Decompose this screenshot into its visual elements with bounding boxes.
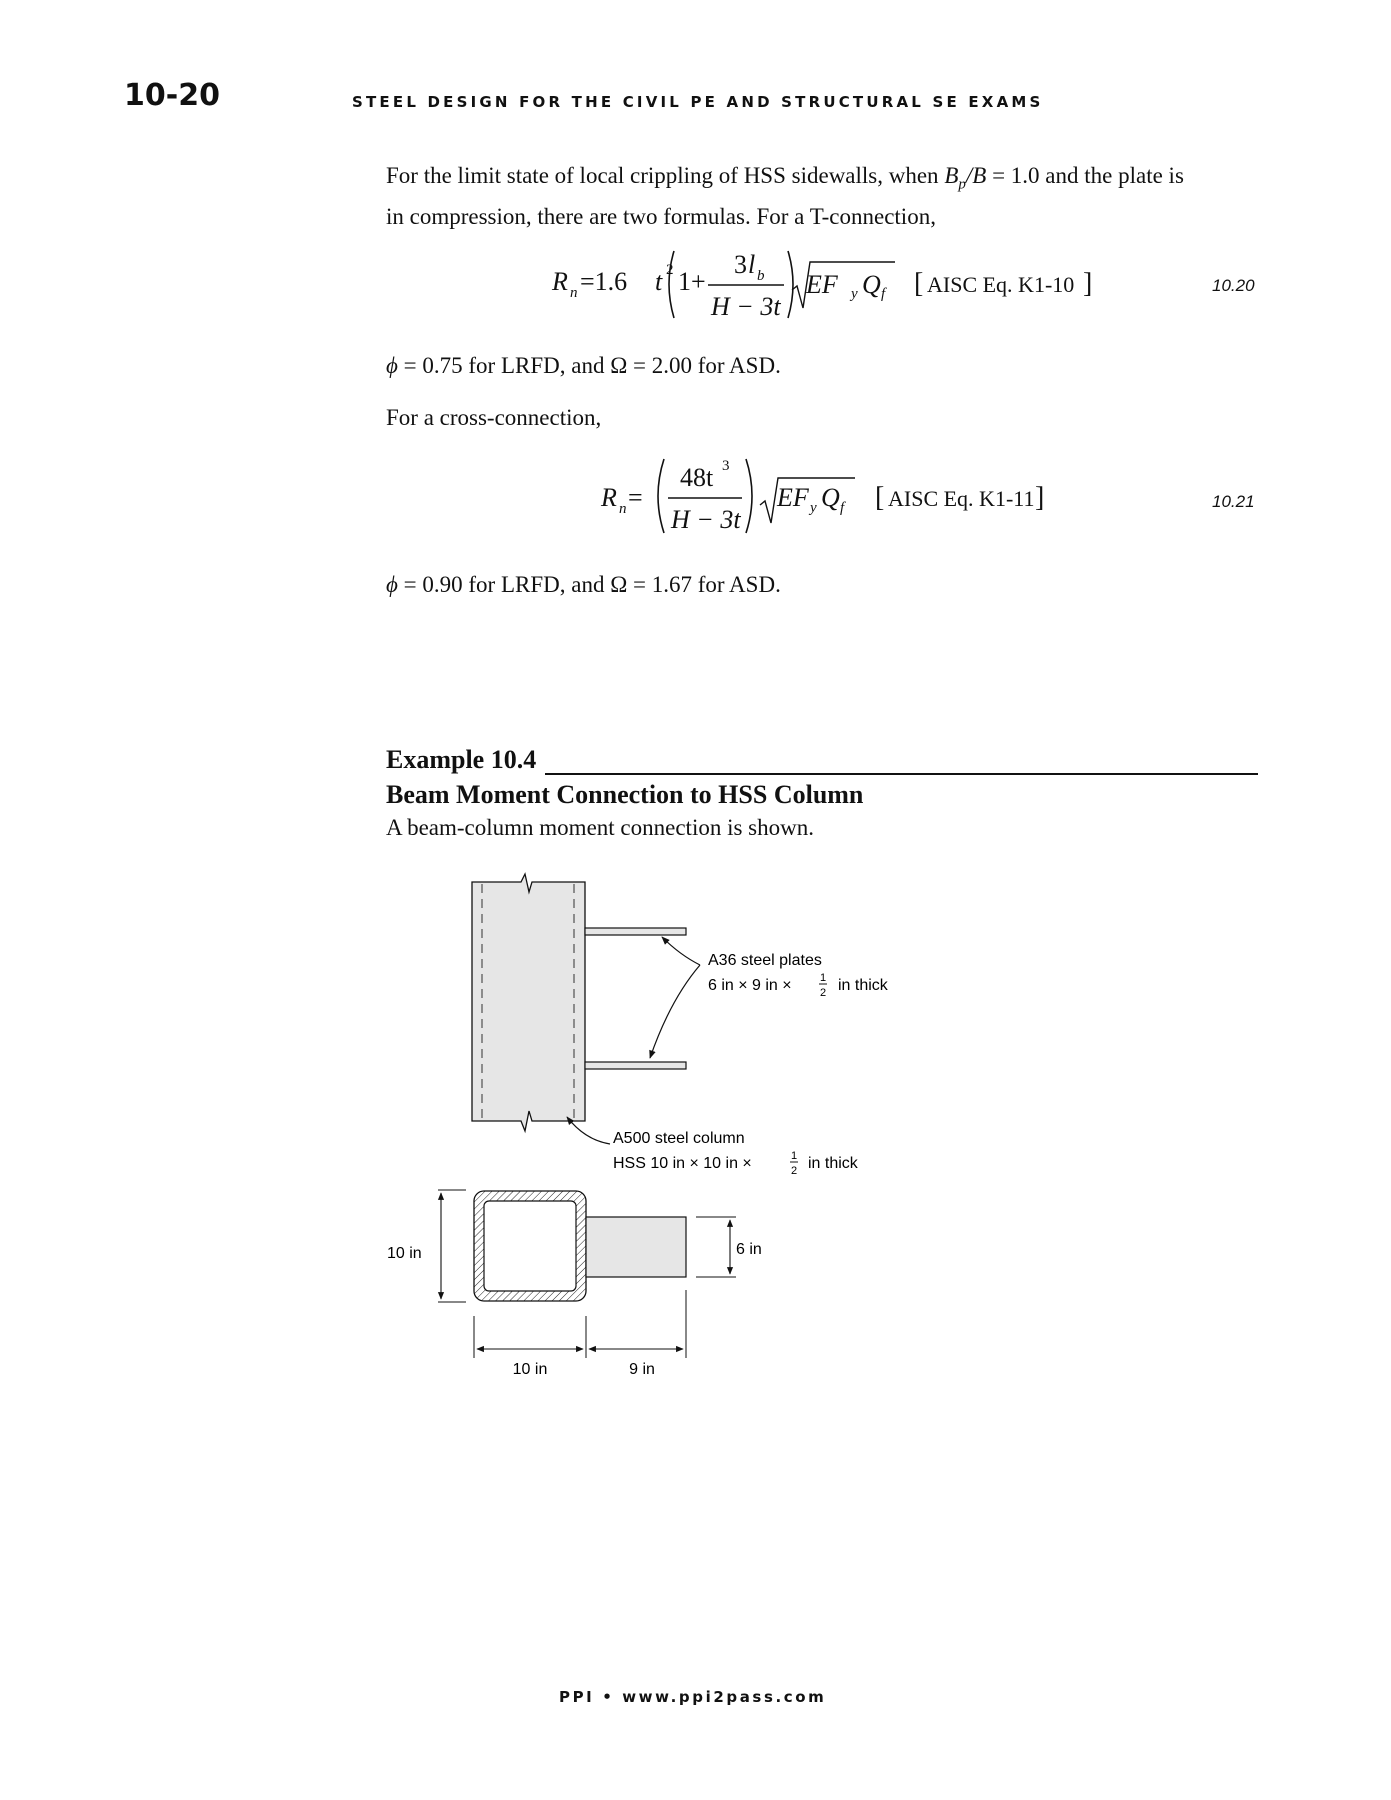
intro-line-2: in compression, there are two formulas. For a T-connection, — [386, 203, 936, 229]
column-half-num: 1 — [790, 1150, 798, 1162]
page-number: 10-20 — [124, 78, 220, 113]
equation-number-10-20: 10.20 — [1212, 276, 1255, 295]
eq2-root-sub: y — [810, 500, 817, 516]
intro-line-1-end: = 1.0 and the plate is — [986, 163, 1184, 188]
dim-plate-length-label: 9 in — [629, 1361, 655, 1378]
intro-line-1-start: For the limit state of local crippling of HSS sidewalls, when — [386, 163, 945, 188]
factors-1-text: = 0.75 for LRFD, and Ω = 2.00 for ASD. — [397, 353, 781, 378]
example-subtitle: Beam Moment Connection to HSS Column — [386, 780, 864, 809]
column-elevation — [472, 874, 585, 1131]
running-title: STEEL DESIGN FOR THE CIVIL PE AND STRUCTURAL SE EXAMS — [352, 93, 1044, 111]
eq2-eq: = — [628, 483, 643, 512]
eq1-num-l: l — [748, 250, 756, 279]
eq1-t: t — [655, 267, 663, 296]
eq1-ref: AISC Eq. K1-10 — [927, 272, 1075, 297]
phi-symbol: ϕ — [386, 353, 398, 378]
plates-half-den: 2 — [819, 987, 827, 999]
phi-symbol-2: ϕ — [386, 572, 398, 597]
eq2-lhs: R — [601, 483, 617, 512]
eq1-q-sub: f — [881, 286, 886, 302]
eq2-q: Q — [821, 483, 840, 512]
eq2-root: EF — [777, 483, 809, 512]
plates-half-num: 1 — [819, 972, 827, 984]
eq2-paren-left — [658, 459, 664, 533]
eq2-num: 48t — [680, 463, 714, 492]
plates-leader-top — [662, 937, 700, 965]
eq2-q-sub: f — [840, 500, 845, 516]
factors-2-text: = 0.90 for LRFD, and Ω = 1.67 for ASD. — [397, 572, 781, 597]
eq1-root: EF — [806, 270, 838, 299]
column-half-den: 2 — [790, 1165, 798, 1177]
eq2-ref-open: [ — [875, 482, 885, 513]
hss-section-inner — [484, 1201, 576, 1291]
eq1-coef: =1.6 — [580, 267, 628, 296]
eq1-num-3: 3 — [734, 250, 747, 279]
bottom-plate-elevation — [585, 1062, 686, 1069]
eq2-den: H − 3t — [671, 505, 741, 534]
plates-label-line-2a: 6 in × 9 in × — [708, 977, 792, 994]
top-plate-elevation — [585, 928, 686, 935]
factors-2 — [386, 569, 1266, 601]
bp-subscript: p — [958, 176, 966, 193]
eq1-t-exp: 2 — [666, 262, 674, 278]
dim-plate-width-label: 6 in — [736, 1241, 762, 1258]
connection-figure — [370, 860, 930, 1390]
example-text: A beam-column moment connection is shown. — [386, 815, 814, 840]
eq1-lhs: R — [552, 267, 568, 296]
eq1-num-sub: b — [757, 268, 765, 284]
eq1-one-plus: 1+ — [678, 267, 706, 296]
dim-column-width-label: 10 in — [512, 1361, 548, 1378]
eq1-q: Q — [862, 270, 881, 299]
equation-number-10-21: 10.21 — [1212, 492, 1255, 511]
eq1-ref-close: ] — [1083, 268, 1093, 299]
eq2-lhs-sub: n — [619, 501, 627, 517]
eq2-ref: AISC Eq. K1-11 — [888, 486, 1035, 511]
eq2-paren-right — [746, 459, 752, 533]
eq2-graphics — [0, 0, 1391, 560]
eq1-den: H − 3t — [711, 292, 781, 321]
eq2-ref-close: ] — [1035, 482, 1045, 513]
bp-symbol: B — [944, 163, 959, 188]
eq1-root-sub: y — [851, 286, 858, 302]
plates-label-line-2b: in thick — [838, 977, 888, 994]
example-title: Example 10.4 — [386, 745, 537, 774]
dim-height-label: 10 in — [387, 1245, 422, 1262]
column-label-line-2b: in thick — [808, 1155, 858, 1172]
example-rule — [545, 773, 1258, 775]
column-label-line-1: A500 steel column — [613, 1130, 745, 1147]
eq1-ref-open: [ — [914, 268, 924, 299]
cross-intro: For a cross-connection, — [386, 405, 602, 430]
slash-b: /B — [965, 163, 987, 188]
plates-leader-bottom — [650, 965, 700, 1058]
plate-plan — [586, 1217, 686, 1277]
eq2-num-exp: 3 — [722, 458, 730, 474]
footer: PPI • www.ppi2pass.com — [559, 1688, 827, 1706]
eq2-radical — [760, 478, 855, 523]
eq1-lhs-sub: n — [570, 285, 578, 301]
plates-label-line-1: A36 steel plates — [708, 952, 822, 969]
column-label-line-2a: HSS 10 in × 10 in × — [613, 1155, 752, 1172]
